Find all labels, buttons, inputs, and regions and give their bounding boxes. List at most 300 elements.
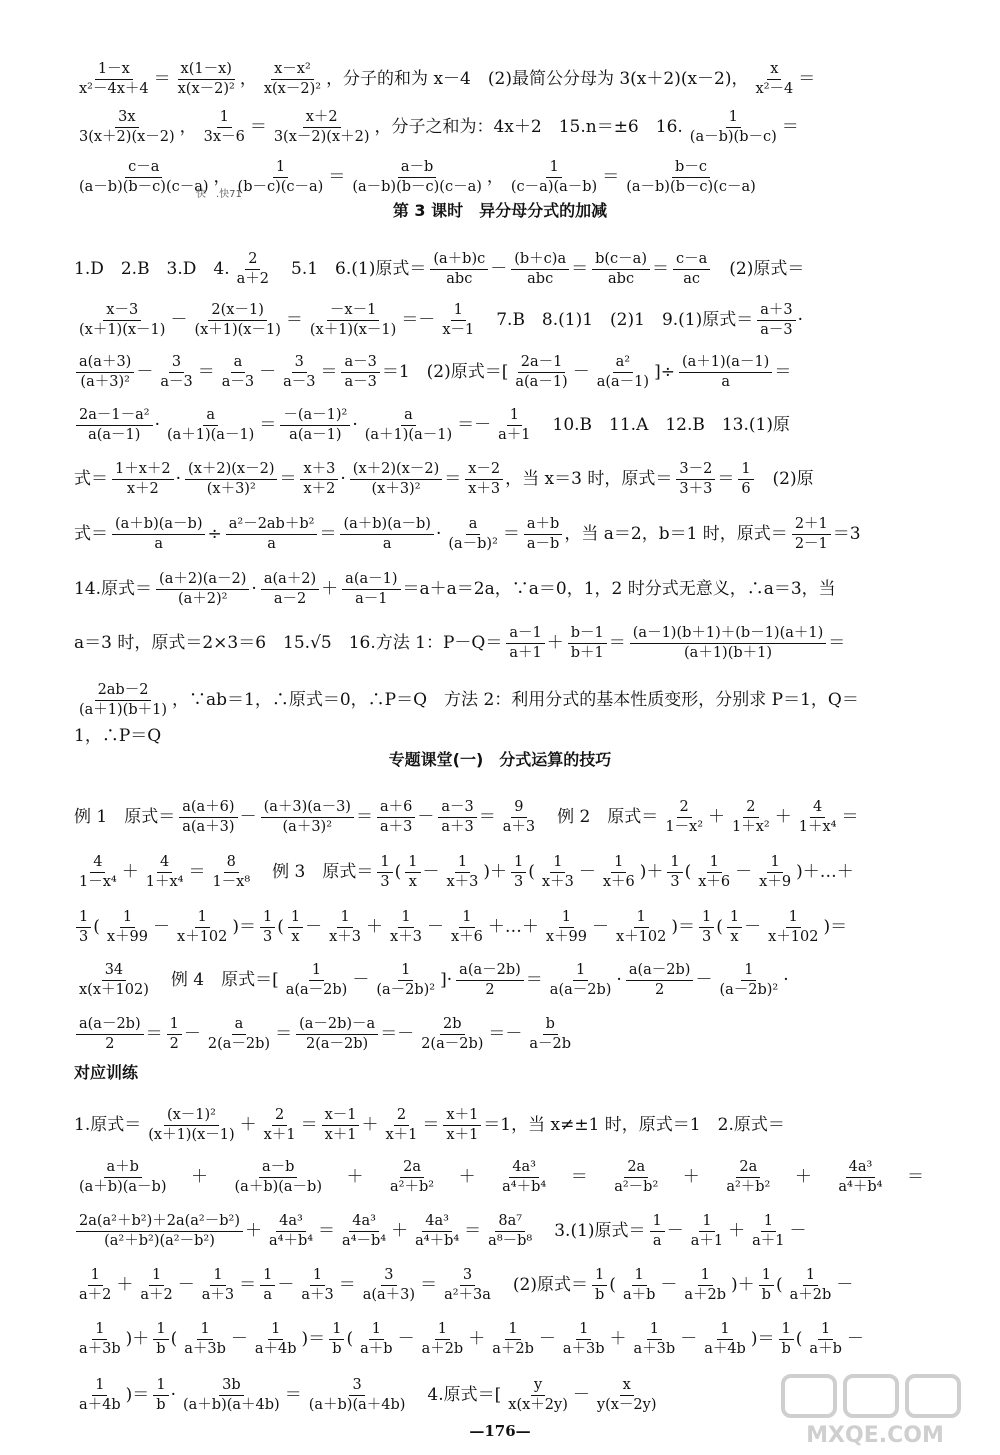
fraction-numerator: 4 bbox=[810, 800, 825, 818]
fraction-denominator: 3x－6 bbox=[203, 128, 245, 144]
fraction-denominator: a²＋3a bbox=[444, 1286, 491, 1302]
fraction bbox=[430, 252, 488, 286]
fraction-denominator: 3 bbox=[79, 928, 89, 944]
math-text: 例 2 原式＝ bbox=[540, 806, 659, 827]
math-text: － bbox=[572, 361, 590, 382]
fraction-numerator: x＋2 bbox=[303, 110, 341, 128]
math-text: 例 4 原式＝[ bbox=[153, 969, 279, 990]
fraction-denominator: a＋2b bbox=[789, 1286, 832, 1302]
fraction-numerator: 1 bbox=[727, 910, 742, 928]
fraction-denominator: a⁴－b⁴ bbox=[342, 1232, 387, 1248]
fraction-numerator: x bbox=[620, 1378, 634, 1396]
fraction-denominator: a＋3 bbox=[441, 818, 474, 834]
math-text: ＋ bbox=[191, 1166, 208, 1187]
fraction bbox=[179, 800, 237, 834]
math-text: )＝ bbox=[750, 1328, 775, 1349]
fraction bbox=[560, 1322, 608, 1356]
fraction bbox=[199, 1268, 237, 1302]
math-text: － bbox=[136, 361, 154, 382]
fraction-numerator: (a＋2)(a－2) bbox=[156, 572, 249, 590]
math-text: · bbox=[797, 309, 804, 330]
fraction-denominator: (a＋3)² bbox=[282, 818, 333, 834]
math-text: 1.原式＝ bbox=[74, 1114, 142, 1135]
fraction bbox=[676, 462, 715, 496]
fraction-denominator: x＋3 bbox=[468, 480, 501, 496]
math-text: ＋ bbox=[346, 1166, 364, 1187]
math-text: ＝1，当 x≠±1 时，原式＝1 2.原式＝ bbox=[483, 1114, 785, 1135]
answer-line bbox=[74, 110, 926, 144]
fraction bbox=[377, 800, 415, 834]
fraction bbox=[757, 303, 795, 337]
fraction-denominator: (a＋b)(a－b) bbox=[79, 1178, 167, 1194]
answer-line bbox=[74, 963, 926, 997]
math-text: ， bbox=[486, 166, 504, 187]
fraction-numerator: a² bbox=[613, 355, 633, 373]
math-text: ＋ bbox=[468, 1328, 486, 1349]
fraction bbox=[594, 355, 652, 389]
math-text: ＝ bbox=[602, 166, 620, 187]
fraction bbox=[687, 110, 780, 144]
math-text: ，∵ab＝1，∴原式＝0，∴P＝Q 方法 2：利用分式的基本性质变形，分别求 P＝1，Q＝ bbox=[172, 689, 859, 710]
fraction bbox=[759, 1268, 774, 1302]
fraction-denominator: b＋1 bbox=[570, 644, 604, 660]
math-text: － bbox=[846, 1328, 864, 1349]
fraction bbox=[594, 1378, 660, 1412]
fraction bbox=[76, 1017, 144, 1051]
page-number: —176— bbox=[469, 1422, 531, 1440]
math-text: ＝ bbox=[798, 68, 816, 89]
fraction-numerator: 1 bbox=[576, 1322, 591, 1340]
math-text: － bbox=[397, 1328, 415, 1349]
fraction bbox=[765, 910, 821, 944]
fraction-numerator: 1 bbox=[197, 1322, 212, 1340]
math-text: － bbox=[170, 309, 188, 330]
fraction-numerator: a(a－1) bbox=[342, 572, 400, 590]
fraction-numerator: a－b bbox=[259, 1160, 297, 1178]
fraction bbox=[112, 462, 174, 496]
math-text: － bbox=[538, 1328, 556, 1349]
fraction bbox=[673, 252, 710, 286]
fraction bbox=[543, 910, 590, 944]
fraction-numerator: 1 bbox=[268, 1322, 283, 1340]
fraction-denominator: a－3 bbox=[160, 373, 193, 389]
fraction-denominator: a bbox=[382, 535, 392, 551]
fraction-denominator: a bbox=[154, 535, 164, 551]
section-heading-lesson-3: 第 3 课时 异分母分式的加减 bbox=[392, 201, 608, 220]
fraction-denominator: x＋99 bbox=[106, 928, 149, 944]
fraction bbox=[326, 910, 364, 944]
fraction bbox=[76, 963, 152, 997]
fraction bbox=[695, 855, 733, 889]
fraction-denominator: (b－c)(c－a) bbox=[237, 178, 324, 194]
fraction bbox=[76, 408, 153, 442]
fraction-numerator: 1 bbox=[650, 1214, 665, 1232]
fraction bbox=[727, 910, 742, 944]
fraction-denominator: (a－b)(b－c)(c－a) bbox=[626, 178, 756, 194]
math-text: ，当 a＝2，b＝1 时，原式＝ bbox=[564, 523, 788, 544]
math-text: － bbox=[680, 1328, 698, 1349]
fraction-denominator: a＋2b bbox=[684, 1286, 727, 1302]
fraction bbox=[792, 517, 831, 551]
math-text: ＝ bbox=[571, 258, 589, 279]
fraction-denominator: a＋1 bbox=[509, 644, 542, 660]
math-text: ( bbox=[170, 1328, 178, 1349]
math-text: ＝ bbox=[145, 1023, 163, 1044]
math-text: ＝ bbox=[570, 1166, 588, 1187]
math-text: ，分子的和为 x－4 (2)最简公分母为 3(x＋2)(x－2)， bbox=[326, 68, 749, 89]
math-text: )＝ bbox=[671, 916, 695, 937]
fraction-denominator: a＋3b bbox=[562, 1340, 605, 1356]
practice-heading: 对应训练 bbox=[74, 1063, 139, 1082]
fraction bbox=[298, 1268, 336, 1302]
fraction-denominator: 2－1 bbox=[794, 535, 828, 551]
fraction-numerator: a＋6 bbox=[377, 800, 415, 818]
fraction-numerator: a bbox=[203, 408, 218, 426]
fraction-denominator: a＋3 bbox=[502, 818, 536, 834]
fraction bbox=[787, 1268, 835, 1302]
fraction-denominator: a＋2 bbox=[236, 270, 270, 286]
math-text: － bbox=[277, 1274, 295, 1295]
math-text: ＝ bbox=[338, 1274, 356, 1295]
fraction-denominator: 2(a－2b) bbox=[207, 1035, 271, 1051]
math-text: ＋ bbox=[708, 806, 726, 827]
answer-line bbox=[74, 1268, 926, 1302]
handwritten-mark: 快 .快71 bbox=[196, 189, 242, 200]
fraction-denominator: a－2b bbox=[529, 1035, 572, 1051]
answer-line bbox=[74, 626, 926, 660]
fraction bbox=[688, 1214, 726, 1248]
fraction-denominator: 3＋3 bbox=[679, 480, 713, 496]
fraction-numerator: －x－1 bbox=[327, 303, 379, 321]
fraction-numerator: (a＋b)(a－b) bbox=[340, 517, 433, 535]
math-text: － bbox=[259, 361, 277, 382]
fraction-denominator: a(a－1) bbox=[88, 426, 141, 442]
fraction-numerator: (a＋1)(a－1) bbox=[679, 355, 772, 373]
math-text: ＝ bbox=[328, 166, 346, 187]
math-text: 1.D 2.B 3.D 4. bbox=[74, 258, 230, 279]
fraction-denominator: a＋b bbox=[809, 1340, 842, 1356]
fraction-numerator: a bbox=[232, 1017, 247, 1035]
fraction bbox=[373, 963, 438, 997]
fraction bbox=[76, 160, 212, 194]
fraction-numerator: 4a³ bbox=[509, 1160, 539, 1178]
fraction-numerator: 4a³ bbox=[846, 1160, 876, 1178]
fraction bbox=[349, 160, 485, 194]
fraction-denominator: (a－b)(b－c)(c－a) bbox=[352, 178, 482, 194]
answer-line bbox=[74, 1108, 926, 1142]
fraction bbox=[631, 1322, 679, 1356]
fraction-denominator: a⁴＋b⁴ bbox=[838, 1178, 883, 1194]
math-text: · bbox=[783, 969, 789, 990]
fraction-denominator: 2 bbox=[105, 1035, 115, 1051]
math-text: ，当 x＝3 时，原式＝ bbox=[505, 468, 673, 489]
fraction-numerator: 1 bbox=[455, 855, 470, 873]
fraction-numerator: 1 bbox=[88, 1268, 103, 1286]
fraction-denominator: a⁴＋b⁴ bbox=[502, 1178, 547, 1194]
fraction-numerator: a bbox=[401, 408, 416, 426]
fraction bbox=[76, 1378, 124, 1412]
fraction-denominator: 3(x＋2)(x－2) bbox=[79, 128, 175, 144]
fraction-denominator: x＋3 bbox=[390, 928, 422, 944]
fraction-numerator: a－1 bbox=[506, 626, 544, 644]
fraction bbox=[441, 1268, 494, 1302]
math-text: ( bbox=[716, 916, 723, 937]
fraction-denominator: a＋1 bbox=[690, 1232, 724, 1248]
fraction-numerator: 2 bbox=[272, 1108, 287, 1126]
fraction-denominator: a＋3 bbox=[379, 818, 413, 834]
fraction-denominator: x＋1 bbox=[385, 1126, 418, 1142]
math-text: ( bbox=[528, 861, 535, 882]
fraction-denominator: 3 bbox=[670, 873, 680, 889]
math-text: ＝ bbox=[651, 258, 669, 279]
fraction-denominator: (c－a)(a－b) bbox=[510, 178, 598, 194]
fraction bbox=[288, 910, 303, 944]
fraction bbox=[592, 1268, 607, 1302]
fraction-numerator: 1 bbox=[786, 910, 801, 928]
fraction-denominator: a(a－2b) bbox=[285, 981, 348, 997]
fraction-numerator: 1 bbox=[667, 855, 682, 873]
fraction-denominator: a(a＋3) bbox=[182, 818, 235, 834]
fraction-numerator: 1 bbox=[611, 855, 626, 873]
fraction-denominator: abc bbox=[446, 270, 473, 286]
fraction bbox=[500, 800, 538, 834]
math-text: ＝ bbox=[279, 468, 297, 489]
fraction-numerator: (a－1)(b＋1)＋(b－1)(a＋1) bbox=[630, 626, 827, 644]
fraction bbox=[613, 910, 669, 944]
fraction bbox=[620, 1268, 658, 1302]
fraction-denominator: a－3 bbox=[283, 373, 316, 389]
fraction bbox=[261, 800, 354, 834]
fraction-numerator: 1 bbox=[369, 1322, 384, 1340]
fraction-numerator: x－2 bbox=[465, 462, 503, 480]
math-text: ＋ bbox=[794, 1166, 812, 1187]
math-text: ＝ bbox=[319, 523, 337, 544]
math-text: )＋ bbox=[125, 1328, 150, 1349]
math-text: ＝ bbox=[525, 969, 543, 990]
fraction-denominator: b bbox=[595, 1286, 605, 1302]
fraction-denominator: 1－x⁴ bbox=[79, 873, 117, 889]
fraction-denominator: a＋3b bbox=[633, 1340, 676, 1356]
fraction bbox=[232, 1160, 325, 1194]
fraction-denominator: 3 bbox=[263, 928, 273, 944]
answer-line bbox=[74, 355, 926, 389]
fraction-numerator: c－a bbox=[673, 252, 710, 270]
fraction-numerator: 1 bbox=[273, 160, 288, 178]
fraction-denominator: 1＋x² bbox=[732, 818, 770, 834]
fraction bbox=[104, 910, 151, 944]
fraction-numerator: a(a＋2) bbox=[261, 572, 319, 590]
fraction bbox=[76, 303, 168, 337]
fraction-numerator: (a＋3)(a－3) bbox=[261, 800, 354, 818]
fraction bbox=[145, 1108, 237, 1142]
answer-line bbox=[74, 517, 926, 551]
fraction bbox=[495, 408, 533, 442]
math-text: ＝ bbox=[781, 116, 799, 137]
watermark-logo bbox=[775, 1370, 975, 1450]
fraction-numerator: 3 bbox=[169, 355, 184, 373]
fraction-numerator: 2 bbox=[394, 1108, 409, 1126]
fraction-denominator: (a＋3)² bbox=[80, 373, 130, 389]
fraction bbox=[445, 517, 501, 551]
fraction-numerator: a－3 bbox=[438, 800, 476, 818]
fraction-numerator: a(a＋3) bbox=[76, 355, 134, 373]
fraction bbox=[322, 1108, 360, 1142]
answer-line bbox=[74, 462, 926, 496]
fraction-numerator: (a＋b)c bbox=[430, 252, 488, 270]
fraction bbox=[778, 1322, 793, 1356]
math-text: ＋ bbox=[321, 578, 339, 599]
fraction bbox=[412, 1214, 462, 1248]
fraction-numerator: a－3 bbox=[341, 355, 379, 373]
fraction-numerator: 1 bbox=[153, 1378, 168, 1396]
fraction-numerator: 4a³ bbox=[349, 1214, 379, 1232]
fraction bbox=[443, 1108, 481, 1142]
fraction bbox=[506, 626, 544, 660]
fraction-numerator: (a＋b)(a－b) bbox=[112, 517, 205, 535]
fraction bbox=[456, 963, 524, 997]
fraction-denominator: (a＋2)² bbox=[177, 590, 228, 606]
answer-line bbox=[74, 1322, 926, 1356]
fraction bbox=[512, 355, 570, 389]
math-text: ， bbox=[239, 68, 257, 89]
math-text: － bbox=[426, 916, 444, 937]
fraction-numerator: 1 bbox=[260, 910, 275, 928]
fraction bbox=[362, 408, 455, 442]
fraction-denominator: x＋2 bbox=[303, 480, 336, 496]
math-text: ＝ bbox=[153, 68, 171, 89]
fraction-denominator: (x＋3)² bbox=[206, 480, 256, 496]
fraction bbox=[180, 1378, 283, 1412]
fraction-denominator: a－3 bbox=[760, 321, 793, 337]
fraction-numerator: 1 bbox=[329, 1322, 344, 1340]
fraction bbox=[350, 462, 442, 496]
math-text: ( bbox=[394, 861, 402, 882]
math-text: ( bbox=[277, 916, 284, 937]
fraction-denominator: a＋3 bbox=[201, 1286, 235, 1302]
fraction-denominator: 3 bbox=[514, 873, 524, 889]
fraction-numerator: 1 bbox=[699, 1214, 714, 1232]
fraction-denominator: a－3 bbox=[344, 373, 377, 389]
fraction-denominator: a(a－2b) bbox=[549, 981, 612, 997]
fraction bbox=[76, 110, 178, 144]
fraction bbox=[626, 963, 694, 997]
fraction-denominator: x(x＋2y) bbox=[508, 1396, 568, 1412]
fraction bbox=[505, 1378, 571, 1412]
fraction bbox=[174, 910, 230, 944]
fraction bbox=[137, 1268, 175, 1302]
math-text: ＋ bbox=[366, 916, 384, 937]
fraction-numerator: a＋b bbox=[104, 1160, 142, 1178]
fraction-numerator: 1 bbox=[92, 1378, 107, 1396]
fraction bbox=[611, 1160, 661, 1194]
fraction bbox=[729, 800, 773, 834]
fraction-denominator: x＋1 bbox=[263, 1126, 296, 1142]
fraction-numerator: 1 bbox=[759, 1268, 774, 1286]
fraction bbox=[342, 572, 400, 606]
fraction bbox=[260, 910, 275, 944]
fraction-denominator: (a＋b)(a＋4b) bbox=[183, 1396, 280, 1412]
fraction-denominator: ac bbox=[683, 270, 700, 286]
fraction-denominator: x(x＋102) bbox=[79, 981, 149, 997]
fraction bbox=[357, 1322, 395, 1356]
math-text: ＝ bbox=[249, 116, 267, 137]
fraction bbox=[185, 462, 277, 496]
fraction-numerator: 1 bbox=[726, 110, 741, 128]
fraction-denominator: (a－b)² bbox=[448, 535, 498, 551]
math-text: ＝－ bbox=[401, 309, 436, 330]
fraction-denominator: (a＋1)(b＋1) bbox=[684, 644, 773, 660]
fraction-denominator: (a－b)(b－c)(c－a) bbox=[79, 178, 209, 194]
fraction-numerator: (x＋2)(x－2) bbox=[185, 462, 277, 480]
math-text: － bbox=[305, 916, 323, 937]
fraction-numerator: 1－x bbox=[95, 62, 133, 80]
fraction bbox=[489, 1322, 537, 1356]
fraction-denominator: x＋3 bbox=[446, 873, 479, 889]
fraction-denominator: a＋b bbox=[360, 1340, 393, 1356]
fraction bbox=[508, 160, 600, 194]
fraction-numerator: －(a－1)² bbox=[280, 408, 350, 426]
fraction bbox=[226, 517, 318, 551]
math-text: a＝3 时，原式＝2×3＝6 15.√5 16.方法 1：P－Q＝ bbox=[74, 632, 503, 653]
fraction-denominator: x＋102 bbox=[768, 928, 819, 944]
math-text: ( bbox=[93, 916, 100, 937]
fraction-numerator: x＋1 bbox=[443, 1108, 481, 1126]
fraction bbox=[112, 517, 205, 551]
math-text: ＋ bbox=[682, 1166, 700, 1187]
math-text: )＋ bbox=[731, 1274, 755, 1295]
fraction-denominator: a(a－1) bbox=[289, 426, 342, 442]
fraction-denominator: a bbox=[652, 1232, 662, 1248]
fraction-numerator: (x＋2)(x－2) bbox=[350, 462, 442, 480]
fraction-numerator: 1 bbox=[559, 910, 574, 928]
math-text: － bbox=[490, 258, 508, 279]
math-text: )＝ bbox=[232, 916, 257, 937]
fraction bbox=[261, 572, 319, 606]
fraction-denominator: 1＋x⁴ bbox=[798, 818, 837, 834]
fraction-denominator: y(x－2y) bbox=[596, 1396, 657, 1412]
fraction bbox=[806, 1322, 844, 1356]
fraction-denominator: a bbox=[267, 535, 276, 551]
fraction-numerator: 1 bbox=[398, 910, 413, 928]
math-text: ＝ bbox=[355, 806, 373, 827]
fraction bbox=[191, 303, 283, 337]
fraction-numerator: 1 bbox=[647, 1322, 662, 1340]
answer-line bbox=[74, 728, 926, 745]
math-text: ＝ bbox=[285, 309, 303, 330]
fraction-denominator: x＋6 bbox=[450, 928, 483, 944]
fraction-denominator: a＋4b bbox=[704, 1340, 746, 1356]
answer-line bbox=[74, 910, 926, 944]
fraction-denominator: 3(x－2)(x＋2) bbox=[273, 128, 370, 144]
fraction-numerator: 2ab－2 bbox=[95, 683, 152, 701]
fraction-numerator: 1 bbox=[310, 1268, 325, 1286]
answer-line bbox=[74, 1017, 926, 1051]
fraction bbox=[444, 855, 482, 889]
fraction-numerator: 1 bbox=[550, 855, 565, 873]
math-text: 式＝ bbox=[74, 523, 108, 544]
math-text: ( bbox=[609, 1274, 616, 1295]
math-text: － bbox=[744, 916, 762, 937]
math-text: ， bbox=[179, 116, 197, 137]
math-text: (2)原 bbox=[755, 468, 814, 489]
fraction bbox=[796, 800, 840, 834]
math-text: (2)原式＝ bbox=[495, 1274, 588, 1295]
math-text: ＝ bbox=[774, 361, 792, 382]
fraction bbox=[201, 110, 248, 144]
fraction-denominator: x－1 bbox=[442, 321, 475, 337]
fraction-denominator: a＋2 bbox=[79, 1286, 112, 1302]
fraction-denominator: 1＋x⁴ bbox=[145, 873, 184, 889]
